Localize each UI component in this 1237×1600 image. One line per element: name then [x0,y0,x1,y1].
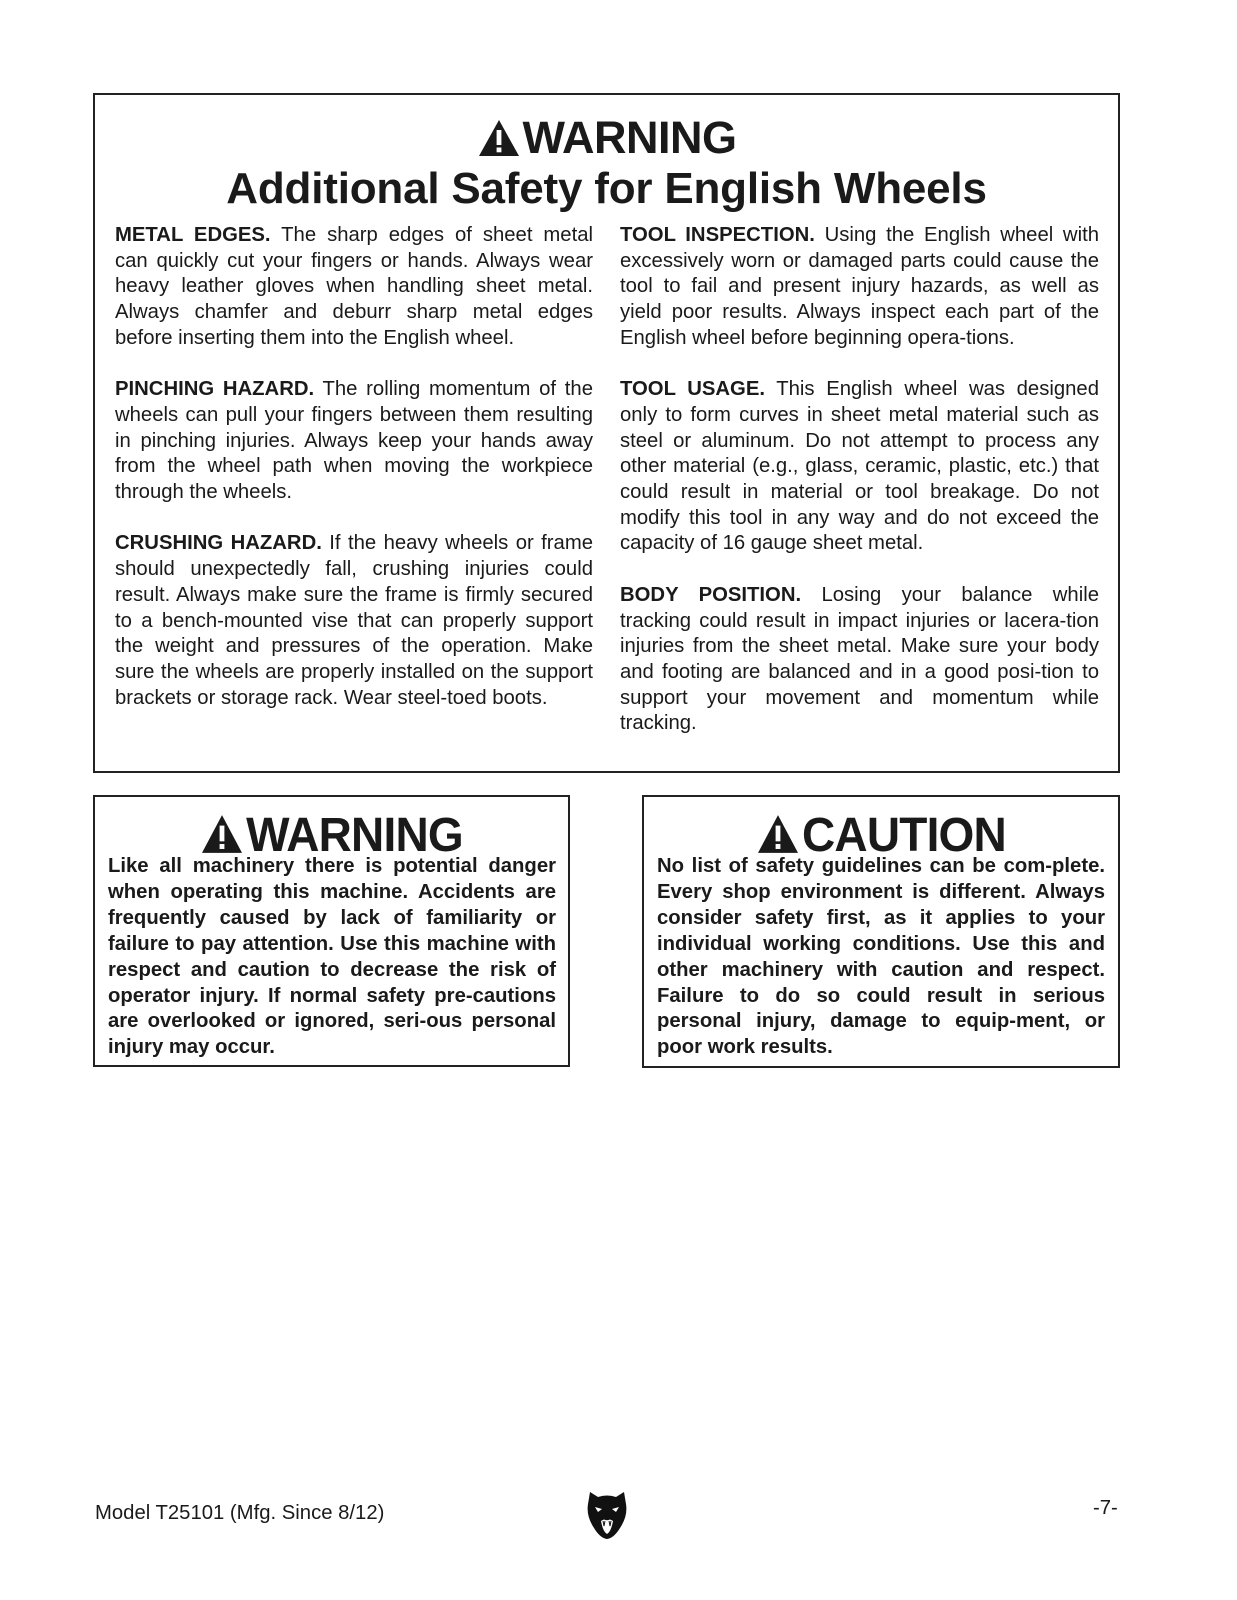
warning-triangle-icon [200,813,244,855]
additional-safety-box [93,93,1120,773]
main-warning-heading [95,112,1118,163]
body-position-paragraph: BODY POSITION. Losing your balance while tracking could result in impact injuries or lacera-tion injuries from the sheet metal. Make sure your body and footing are balanced and in a good posi-tion to support your movement and momentum while tracking. [620,583,1099,735]
crushing-hazard-paragraph: CRUSHING HAZARD. If the heavy wheels or frame should unexpectedly fall, crushing injuries could result. Always make sure the frame is firmly secured to a bench-mounted vise that can properly support the weight and pressures of the operation. Make sure the wheels are properly installed on the support brackets or storage rack. Wear steel-toed boots. [115,532,593,709]
caution-heading [644,806,1118,862]
page-number: -7- [1093,1497,1118,1519]
tool-usage-paragraph: TOOL USAGE. This English wheel was designed only to form curves in sheet metal material such as steel or aluminum. Do not attempt to process any other material (e.g., glass, ceramic, plastic, etc.) that could result in material or tool breakage. Do not modify this tool in any way and do not exceed the capacity of 16 gauge sheet metal. [620,378,1099,555]
footer-model-text: Model T25101 (Mfg. Since 8/12) [95,1502,385,1524]
warning-heading [95,806,568,862]
caution-text: No list of safety guidelines can be com-plete. Every shop environment is different. Always consider safety first, as it applies to your individual working conditions. Use this and other machinery with caution and respect. Failure to do so could result in serious personal injury, damage to equip-ment, or poor work results. [657,855,1105,1059]
bear-head-icon [584,1488,630,1540]
warning-triangle-icon [756,813,800,855]
left-column [115,223,593,737]
tool-inspection-paragraph: TOOL INSPECTION. Using the English wheel with excessively worn or damaged parts could cause the tool to fail and present injury hazards, as well as yield poor results. Always inspect each part of the English wheel before beginning opera-tions. [620,224,1099,349]
caution-label: CAUTION [802,806,1006,862]
section-title: Additional Safety for English Wheels [226,164,987,213]
warning-label: WARNING [246,806,463,862]
main-warning-label: WARNING [522,112,737,163]
general-warning-box [93,795,570,1067]
metal-edges-paragraph: METAL EDGES. The sharp edges of sheet metal can quickly cut your fingers or hands. Always wear heavy leather gloves when handling sheet metal. Always chamfer and deburr sharp metal edges before inserting them into the English wheel. [115,224,593,349]
warning-text: Like all machinery there is potential danger when operating this machine. Accidents are frequently caused by lack of familiarity or failure to pay attention. Use this machine with respect and caution to decrease the risk of operator injury. If normal safety pre-cautions are overlooked or ignored, seri-ous personal injury may occur. [108,855,556,1059]
warning-triangle-icon [477,118,521,158]
pinching-hazard-paragraph: PINCHING HAZARD. The rolling momentum of the wheels can pull your fingers between them resulting in pinching injuries. Always keep your hands away from the wheel path when moving the workpiece through the wheels. [115,378,593,504]
caution-box [642,795,1120,1068]
right-column [620,223,1099,763]
